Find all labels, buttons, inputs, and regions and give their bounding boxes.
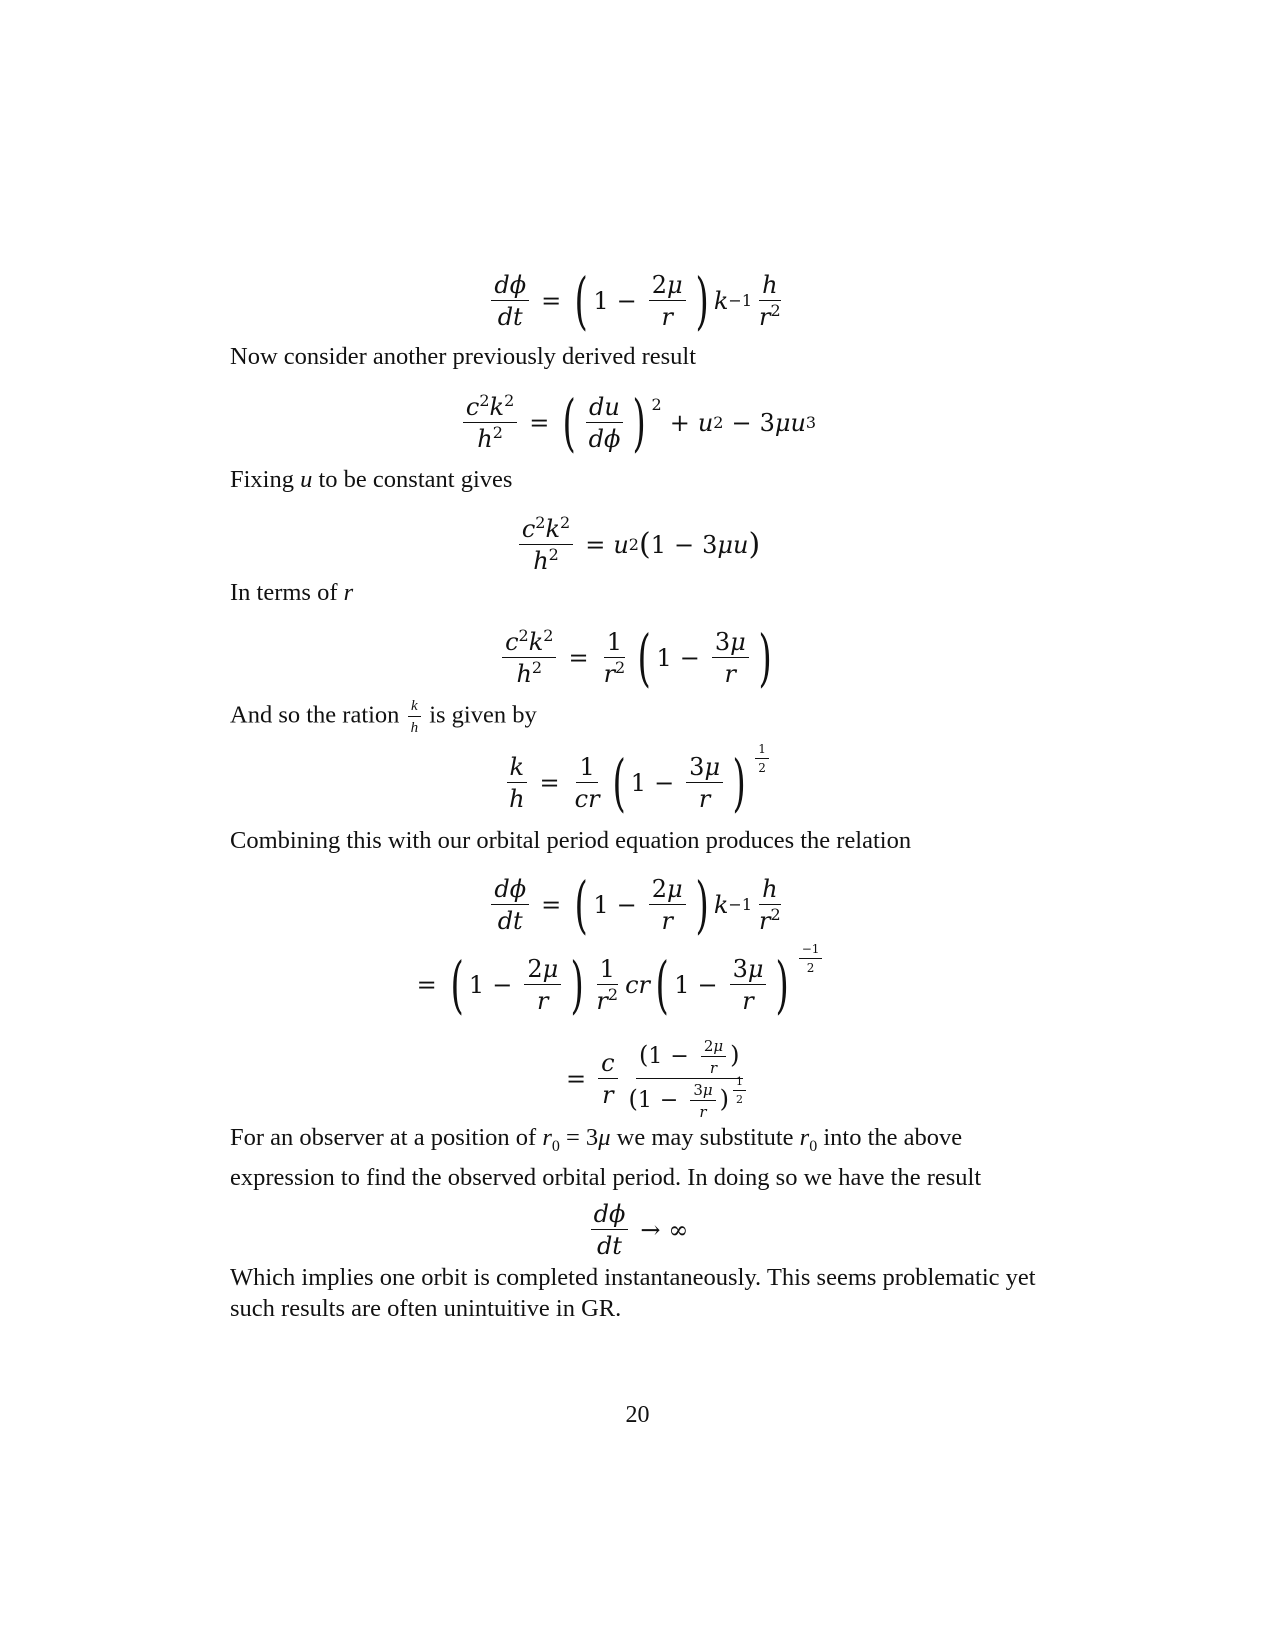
equation-combined-2: = ( 1 − $\frac{2\mu}{r}$ ) $\frac{1}{r^2}$ cr ( 1 − $\frac{3\mu}{r}$ ) $\frac{-1}{2}$ [0,954,1275,1016]
equation-combined-3: = $\frac{c}{r}$ (1 − $\frac{2\mu}{r}$ ) (1 − $\frac{3\mu}{r}$ ) $\frac{1}{2}$ [0,1038,1275,1120]
equation-combined-1: $\frac{d\phi}{dt}$ = ( 1 − $\frac{2\mu}{r}$ ) k −1 $\frac{h}{r^2}$ [0,874,1275,936]
paragraph-6: For an observer at a position of $r_0 = 3\mu$ we may substitute $r_0$ into the above expression to find the observed orbital period. In doing so we have the result [230,1124,982,1191]
paragraph-7: Which implies one orbit is completed instantaneously. This seems problematic yet such results are often unintuitive in GR. [230,1264,1036,1322]
paragraph-5: Combining this with our orbital period equation produces the relation [230,827,912,854]
equation-terms-of-r: $\frac{c^2k^2}{h^2}$ = $\frac{1}{r^2}$ ( 1 − $\frac{3\mu}{r}$ ) [0,627,1275,689]
equation-constant-u: $\frac{c^2k^2}{h^2}$ = u 2 ( 1 − 3 μu ) [0,515,1275,575]
paragraph-2: Fixing u to be constant gives [230,466,513,493]
equation-dphi-dt: $\frac{d\phi}{dt}$ = ( 1 − $\frac{2\mu}{r}$ ) k −1 $\frac{h}{r^2}$ [0,270,1275,332]
equation-infinity: $\frac{d\phi}{dt}$ → ∞ [0,1200,1275,1260]
equation-k-over-h: $\frac{k}{h}$ = $\frac{1}{cr}$ ( 1 − $\frac{3\mu}{r}$ ) $\frac{1}{2}$ [0,752,1275,814]
paragraph-3: In terms of r [230,579,354,606]
page-number: 20 [625,1402,650,1428]
equation-derived-result: $\frac{c^2k^2}{h^2}$ = ( $\frac{du}{d\phi}$ ) $^2$ + u 2 − 3 μu 3 [0,392,1275,454]
paragraph-4: And so the ration $\frac{k}{h}$ is given by [230,698,537,736]
paragraph-1: Now consider another previously derived result [230,343,697,370]
